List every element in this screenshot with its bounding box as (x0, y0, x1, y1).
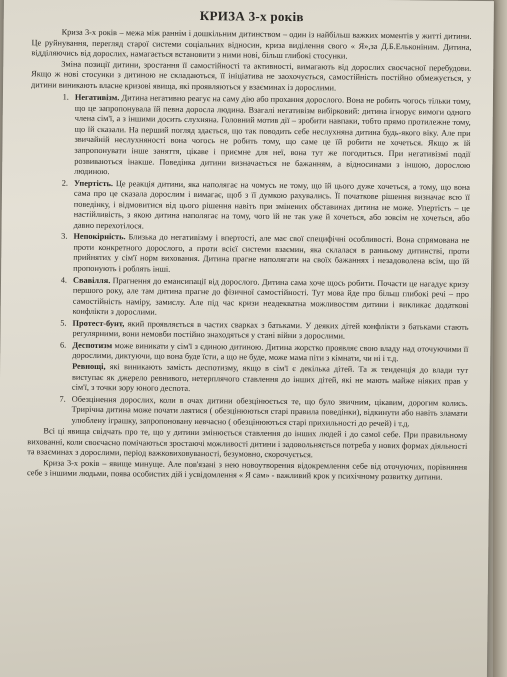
list-item (68, 318, 468, 343)
symptom-text: Це реакція дитини, яка наполягає на чомусь не тому, що їй цього дуже хочеться, а тому, що вона сама про це сказала дорослим і вимагає, щоб з її думкою рахувались. Її початкове рішення визначає всю її поведінку, і відмовитися від цього рішення навіть при змінених обставинах дитина не може. Упертість – це настійливість, з якою дитина наполягає на тому, чого їй не так уже й хочеться, або зовсім не хочеться, або давно перехотілося. (73, 178, 471, 231)
symptom-text: Близька до негативізму і впертості, але має свої специфічні особливості. Вона спрямована не проти конкретного дорослого, а проти всієї системи взаємин, яка склалася в ранньому дитинстві, проти прийнятих у сім'ї норм виховання. Дитина прагне наполягати на своїх бажаннях і незадоволена всім, що їй пропонують і роблять інші. (73, 232, 470, 274)
intro-paragraph: Криза 3-х років – межа між раннім і дошкільним дитинством – один із найбільш важких моментів у житті дитини. Це руйнування, перегляд старої системи соціальних відносин, криза виділення свого « Я»,за Д.Б.Ельконіним. Дитина, відділяючись від дорослих, намагається встановити з ними нові, більш глибокі стосунки. (31, 27, 472, 61)
list-item (69, 275, 469, 321)
symptom-term: Протест-бунт, (72, 318, 125, 329)
page-title: КРИЗА 3-х років (199, 8, 304, 25)
list-item (69, 232, 469, 278)
symptom-term: Ревнощі, (72, 361, 106, 372)
symptom-text: який проявляється в частих сварках з батьками. У деяких дітей конфлікти з батьками стають регулярними, вони немовби постійно знаходяться у стані війни з дорослими. (72, 319, 469, 341)
list-item (68, 394, 468, 430)
closing-paragraph: Всі ці явища свідчать про те, що у дитини змінюється ставлення до інших людей і до самої себе. При правильному вихованні, коли своєчасно помічаються зростаючі можливості дитини і задовольняється потреба у нових формах діяльності та взаєминах з дорослими, період важковиховуваності, безумовно, скорочується. (27, 426, 468, 460)
list-item (70, 178, 471, 235)
closing-section (27, 427, 468, 484)
symptom-text: може виникати у сім'ї з єдиною дитиною. Дитина жорстко проявляє свою владу над оточуючими її дорослими, диктуючи, що вона буде їсти, а що не буде, може мама піти з кімнати, чи ні і т.д. (72, 341, 469, 364)
symptom-term: Свавілля. (72, 275, 111, 285)
symptom-text: які виникають замість деспотизму, якщо в сім'ї є декілька дітей. Та ж тенденція до влади тут виступає як джерело ревнивого, нетерплячого ставлення до інших дітей, які не мають майже ніяких прав у сім'ї, з точки зору юного деспота. (71, 362, 469, 394)
page-content (27, 6, 472, 484)
symptom-term: Деспотизм (72, 340, 113, 351)
list-item (70, 93, 471, 182)
symptom-term: Непокірність. (73, 232, 126, 242)
symptom-text: Дитина негативно реагує на саму дію або прохання дорослого. Вона не робить чогось тільки тому, що це запропонувала їй певна доросла людина. Взагалі негативізм вибірковий: дитина ігнорує вимоги одного члена сім'ї, а з іншими досить слухняна. Головний мотив дії – зробити навпаки, тобто прямо протилежне тому, що їй сказали. На перший погляд здається, що так поводить себе неслухняна дитина будь-якого віку. Але при звичайній неслухняності вона чогось не робить тому, що саме це їй робити не хочеться. Якщо ж їй запропонувати інше заняття, цікаве і приємне для неї, вона тут же погодиться. При негативізмі події розвиваються інакше. Поведінка дитини визначається не бажанням, а відносинами з іншою, дорослою людиною. (74, 93, 471, 177)
intro-section (31, 27, 472, 95)
table-edge (493, 0, 507, 677)
symptom-text: Обезцінення дорослих, коли в очах дитини обезцінюється те, що було звичним, цікавим, дорогим колись. Трирічна дитина може почати лаятися ( обезцінюються старі правила поведінки), відкинути або навіть зламати улюблену іграшку, запропоновану невчасно ( обезцінюються старі прихильності до речей) і т.д. (71, 394, 468, 428)
symptom-text: Прагнення до емансипації від дорослого. Дитина сама хоче щось робити. Почасти це нагадує кризу першого року, але там дитина прагне до фізичної самостійності. Тут мова йде про більш глибокі речі – про самостійність наміру, замислу. Але під час кризи неадекватна можливостям дитини і викликає додаткові конфлікти з дорослими. (72, 275, 470, 317)
intro-paragraph: Зміна позиції дитини, зростання її самостійності та активності, вимагають від дорослих своєчасної перебудови. Якщо ж нові стосунки з дитиною не складаються, її ініціатива не заохочується, самостійність постійно обмежується, у дитини виникають власне кризові явища, які проявляються у взаєминах із дорослими. (31, 59, 472, 93)
closing-paragraph: Криза 3-х років – явище минуще. Але пов'язані з нею новоутворення відокремлення себе від оточуючих, порівняння себе з іншими людьми, поява особистих дій і усвідомлення « Я сам» - важливий крок у психічному розвитку дитини. (26, 458, 468, 483)
symptom-term: Негативізм. (74, 93, 120, 103)
symptom-term: Упертість. (73, 178, 114, 188)
list-item (68, 341, 469, 398)
symptoms-list (28, 93, 471, 431)
